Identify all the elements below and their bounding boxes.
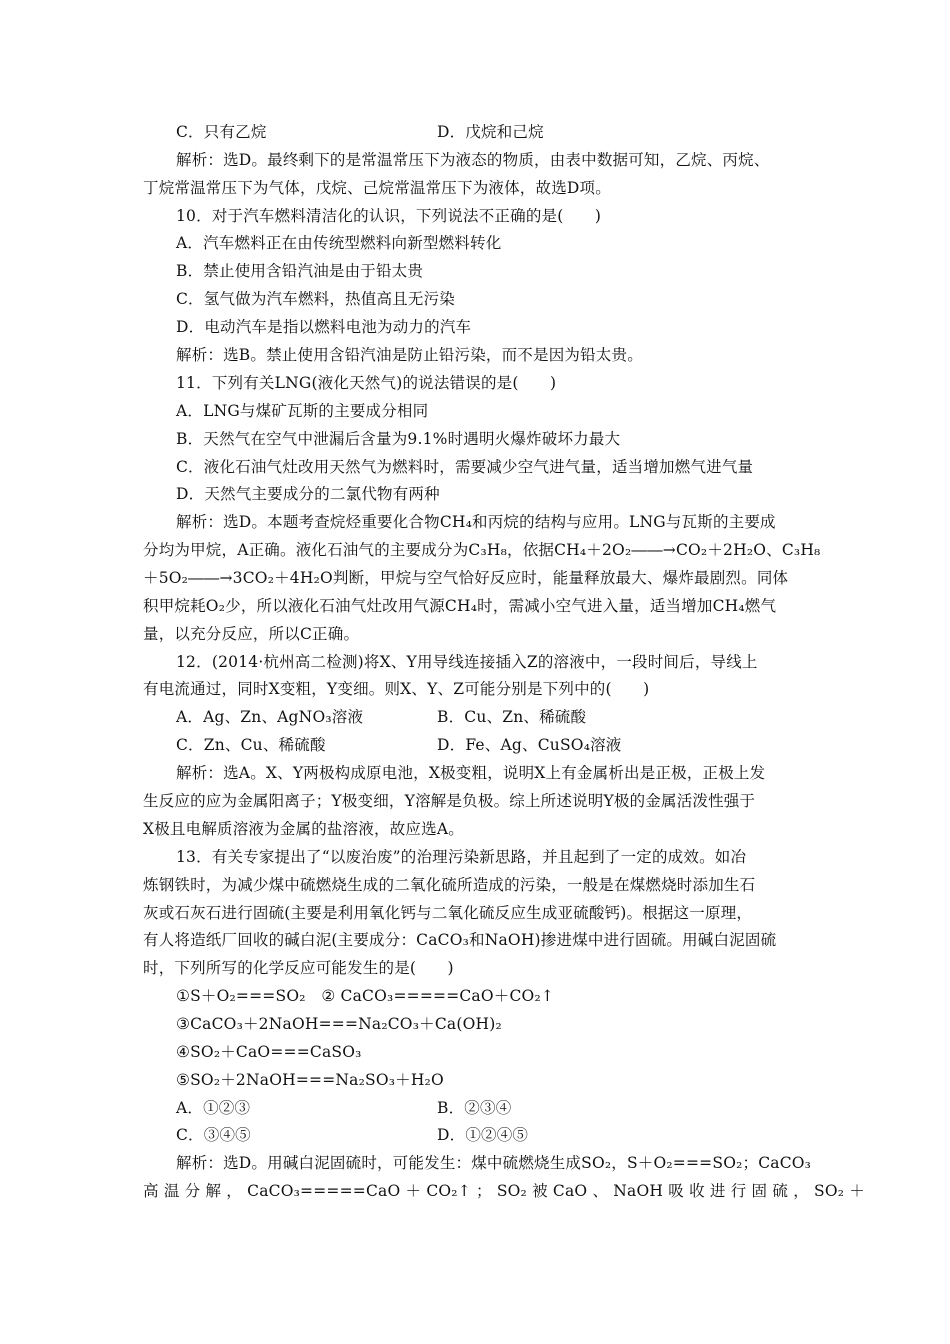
question-13-cont: 灰或石灰石进行固硫(主要是利用氧化钙与二氧化硫反应生成亚硫酸钙)。根据这一原理， (143, 904, 753, 922)
reaction-3: ③CaCO₃＋2NaOH===Na₂CO₃＋Ca(OH)₂ (176, 1015, 502, 1033)
option-d: D．电动汽车是指以燃料电池为动力的汽车 (176, 318, 472, 336)
option-b: B．Cu、Zn、稀硫酸 (437, 708, 587, 726)
option-a: A．Ag、Zn、AgNO₃溶液 (176, 708, 364, 726)
explanation-line: 量，以充分反应，所以C正确。 (143, 625, 360, 643)
explanation-line: 解析：选D。本题考查烷烃重要化合物CH₄和丙烷的结构与应用。LNG与瓦斯的主要成 (176, 513, 776, 531)
question-11: 11．下列有关LNG(液化天然气)的说法错误的是( ) (176, 374, 557, 392)
question-13: 13．有关专家提出了“以废治废”的治理污染新思路，并且起到了一定的成效。如冶 (176, 848, 747, 866)
option-a: A．①②③ (176, 1099, 251, 1117)
option-c: C．液化石油气灶改用天然气为燃料时，需要减少空气进气量，适当增加燃气进气量 (176, 458, 754, 476)
question-13-cont: 炼钢铁时，为减少煤中硫燃烧生成的二氧化硫所造成的污染，一般是在煤燃烧时添加生石 (143, 876, 756, 894)
explanation-line: 生反应的应为金属阳离子；Y极变细，Y溶解是负极。综上所述说明Y极的金属活泼性强于 (143, 792, 756, 810)
explanation-line: 丁烷常温常压下为气体，戊烷、己烷常温常压下为液体，故选D项。 (143, 179, 611, 197)
option-b: B．②③④ (437, 1099, 512, 1117)
explanation-line: 高 温 分 解 ， CaCO₃=====CaO ＋ CO₂↑ ； SO₂ 被 CaO 、 NaOH 吸 收 进 行 固 硫 ， SO₂ ＋ (143, 1182, 866, 1200)
explanation-line: ＋5O₂――→3CO₂＋4H₂O判断，甲烷与空气恰好反应时，能量释放最大、爆炸最剧烈。同体 (143, 569, 789, 587)
option-d: D．天然气主要成分的二氯代物有两种 (176, 485, 440, 503)
reaction-4: ④SO₂＋CaO===CaSO₃ (176, 1043, 362, 1061)
explanation-line: 分均为甲烷，A正确。液化石油气的主要成分为C₃H₈，依据CH₄＋2O₂――→CO₂＋2H₂O、C₃H₈ (143, 541, 821, 559)
explanation-line: 积甲烷耗O₂少，所以液化石油气灶改用气源CH₄时，需减小空气进入量，适当增加CH₄燃气 (143, 597, 777, 615)
question-10: 10．对于汽车燃料清洁化的认识，下列说法不正确的是( ) (176, 207, 602, 225)
option-b: B．禁止使用含铅汽油是由于铅太贵 (176, 262, 424, 280)
reaction-5: ⑤SO₂＋2NaOH===Na₂SO₃＋H₂O (176, 1071, 444, 1089)
explanation-line: X极且电解质溶液为金属的盐溶液，故应选A。 (143, 820, 464, 838)
question-13-cont: 时，下列所写的化学反应可能发生的是( ) (143, 959, 454, 977)
explanation-line: 解析：选B。禁止使用含铅汽油是防止铅污染，而不是因为铅太贵。 (176, 346, 643, 364)
option-a: A．LNG与煤矿瓦斯的主要成分相同 (176, 402, 429, 420)
option-d: D．戊烷和己烷 (437, 123, 544, 141)
option-c: C．③④⑤ (176, 1126, 251, 1144)
option-c: C．Zn、Cu、稀硫酸 (176, 736, 326, 754)
option-c: C．氢气做为汽车燃料，热值高且无污染 (176, 290, 455, 308)
explanation-line: 解析：选D。最终剩下的是常温常压下为液态的物质，由表中数据可知，乙烷、丙烷、 (176, 151, 770, 169)
explanation-line: 解析：选D。用碱白泥固硫时，可能发生：煤中硫燃烧生成SO₂，S＋O₂===SO₂；CaCO₃ (176, 1154, 812, 1172)
option-a: A．汽车燃料正在由传统型燃料向新型燃料转化 (176, 234, 502, 252)
reaction-1-2: ①S＋O₂===SO₂ ② CaCO₃=====CaO＋CO₂↑ (176, 987, 555, 1005)
question-12: 12．(2014·杭州高二检测)将X、Y用导线连接插入Z的溶液中，一段时间后，导线上 (176, 653, 758, 671)
question-13-cont: 有人将造纸厂回收的碱白泥(主要成分：CaCO₃和NaOH)掺进煤中进行固硫。用碱白泥固硫 (143, 931, 777, 949)
option-b: B．天然气在空气中泄漏后含量为9.1%时遇明火爆炸破坏力最大 (176, 430, 621, 448)
option-c: C．只有乙烷 (176, 123, 267, 141)
option-d: D．①②④⑤ (437, 1126, 529, 1144)
explanation-line: 解析：选A。X、Y两极构成原电池，X极变粗，说明X上有金属析出是正极，正极上发 (176, 764, 766, 782)
option-d: D．Fe、Ag、CuSO₄溶液 (437, 736, 622, 754)
question-12-cont: 有电流通过，同时X变粗，Y变细。则X、Y、Z可能分别是下列中的( ) (143, 680, 650, 698)
